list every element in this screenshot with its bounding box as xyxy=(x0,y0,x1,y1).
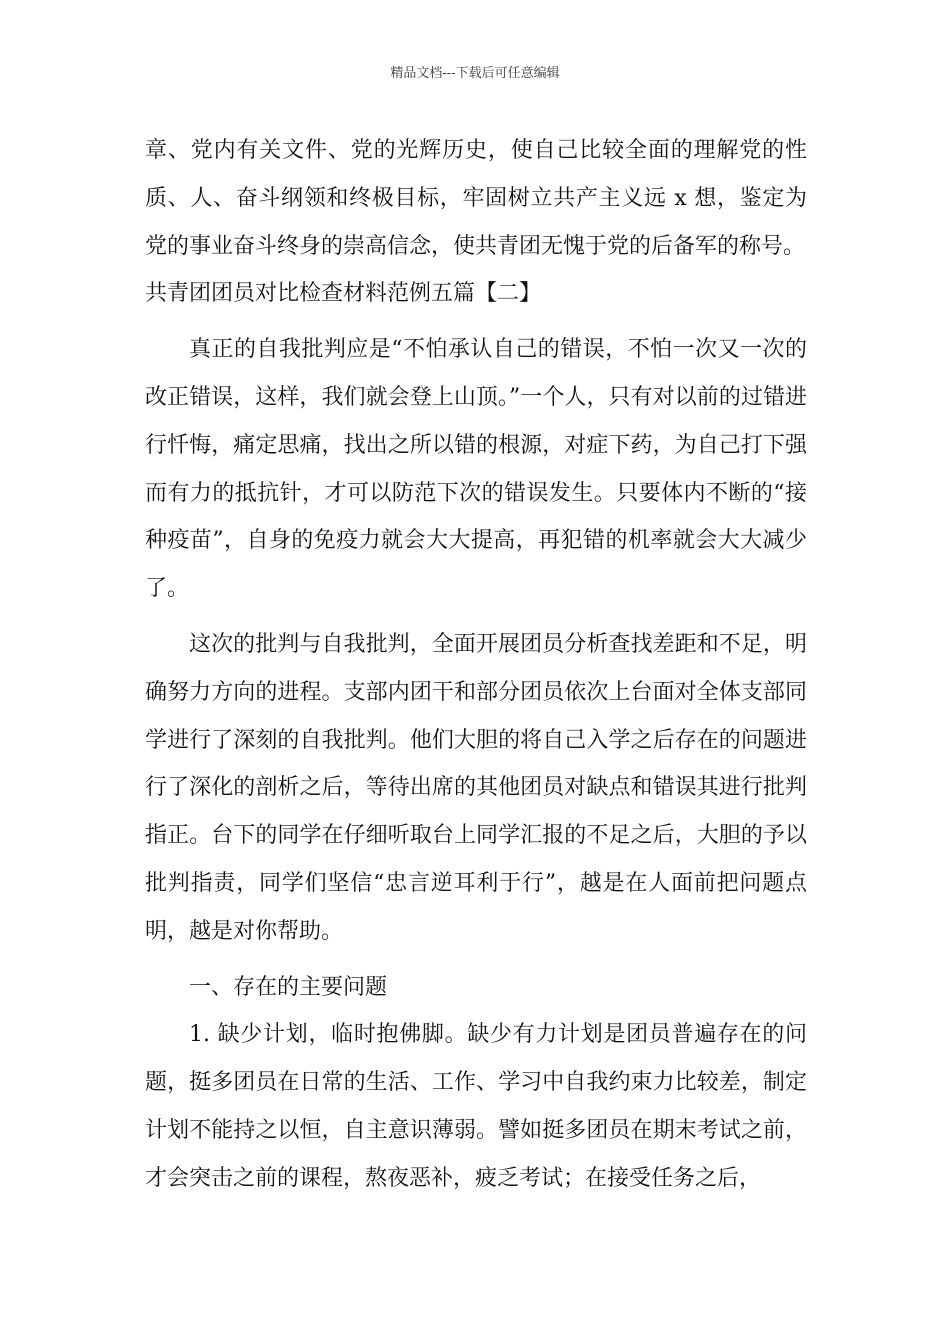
paragraph-self-criticism: 真正的自我批判应是“不怕承认自己的错误，不怕一次又一次的改正错误，这样，我们就会登上山顶。”一个人，只有对以前的过错进行忏悔，痛定思痛，找出之所以错的根源，对症下药，为自己打下强而有力的抵抗针，才可以防范下次的错误发生。只要体内不断的“接种疫苗”，自身的免疫力就会大大提高，再犯错的机率就会大大减少了。 xyxy=(145,337,807,602)
paragraph-continued: 章、党内有关文件、党的光辉历史，使自己比较全面的理解党的性质、人、奋斗纲领和终极目标，牢固树立共产主义远 x 想，鉴定为党的事业奋斗终身的崇高信念，使共青团无愧于党的后备军的称号。 xyxy=(145,138,807,259)
paragraph-meeting: 这次的批判与自我批判，全面开展团员分析查找差距和不足，明确努力方向的进程。支部内团干和部分团员依次上台面对全体支部同学进行了深刻的自我批判。他们大胆的将自己入学之后存在的问题进行了深化的剖析之后，等待出席的其他团员对缺点和错误其进行批判指正。台下的同学在仔细听取台上同学汇报的不足之后，大胆的予以批判指责，同学们坚信“忠言逆耳利于行”，越是在人面前把问题点明，越是对你帮助。 xyxy=(145,631,807,944)
paragraph-problem-1: 1. 缺少计划，临时抱佛脚。缺少有力计划是团员普遍存在的问题，挺多团员在日常的生活、工作、学习中自我约束力比较差，制定计划不能持之以恒，自主意识薄弱。譬如挺多团员在期末考试之前，才会突击之前的课程，熬夜恶补，疲乏考试；在接受任务之后， xyxy=(145,1022,807,1191)
document-body xyxy=(145,127,807,1203)
section-title-main-problems: 一、存在的主要问题 xyxy=(189,974,388,1000)
section-heading: 共青团团员对比检查材料范例五篇【二】 xyxy=(145,281,542,307)
page-header: 精品文档---下载后可任意编辑 xyxy=(390,66,560,81)
